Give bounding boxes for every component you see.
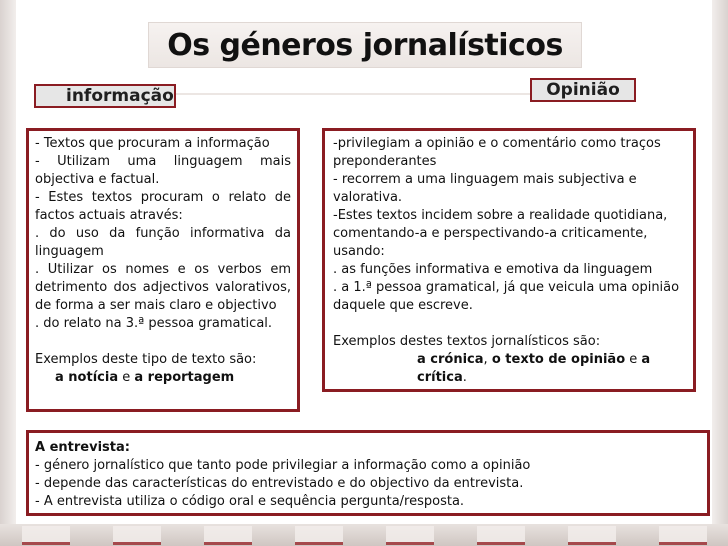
info-examples xyxy=(35,369,291,387)
info-line-1: - Textos que procuram a informação xyxy=(35,136,270,151)
entrevista-heading: A entrevista: xyxy=(35,440,130,455)
newspaper-decoration xyxy=(295,526,343,545)
page-title: Os géneros jornalísticos xyxy=(167,27,563,63)
tag-opiniao: Opinião xyxy=(530,78,636,102)
opiniao-box xyxy=(322,128,696,392)
newspaper-decoration xyxy=(386,526,434,545)
example-reportagem: a reportagem xyxy=(134,370,235,385)
entrevista-box xyxy=(26,430,710,516)
left-decorative-edge xyxy=(0,0,16,546)
newspaper-decoration xyxy=(659,526,707,545)
example-cronica: a crónica xyxy=(417,352,484,367)
newspaper-decoration xyxy=(22,526,70,545)
title-bar xyxy=(148,22,582,68)
info-line-3: - Estes textos procuram o relato de factos actuais através: xyxy=(35,190,291,223)
info-line-5: . Utilizar os nomes e os verbos em detrimento dos adjectivos valorativos, de forma a ser mais claro e objectivo xyxy=(35,262,291,313)
entrevista-line-1: - género jornalístico que tanto pode privilegiar a informação como a opinião xyxy=(35,458,531,473)
opiniao-line-4: . as funções informativa e emotiva da linguagem xyxy=(333,262,653,277)
newspaper-decoration-strip xyxy=(0,524,728,546)
info-connector: e xyxy=(122,370,131,385)
opiniao-examples xyxy=(333,351,687,387)
info-line-4: . do uso da função informativa da linguagem xyxy=(35,226,291,259)
entrevista-line-3: - A entrevista utiliza o código oral e sequência pergunta/resposta. xyxy=(35,494,465,509)
newspaper-decoration xyxy=(568,526,616,545)
example-noticia: a notícia xyxy=(55,370,119,385)
opiniao-comma: , xyxy=(483,352,488,367)
opiniao-period: . xyxy=(462,370,467,385)
opiniao-line-5: . a 1.ª pessoa gramatical, já que veicula uma opinião daquele que escreve. xyxy=(333,280,680,313)
informacao-box xyxy=(26,128,300,412)
header-divider xyxy=(176,93,530,95)
right-decorative-edge xyxy=(712,0,728,546)
example-critica: a crítica xyxy=(417,352,651,385)
tag-informacao: informação xyxy=(34,84,176,108)
opiniao-examples-intro: Exemplos destes textos jornalísticos são: xyxy=(333,334,601,349)
example-texto-opiniao: o texto de opinião xyxy=(491,352,626,367)
opiniao-line-3: -Estes textos incidem sobre a realidade quotidiana, comentando-a e perspectivando-a criticamente, usando: xyxy=(333,208,668,259)
info-examples-intro: Exemplos deste tipo de texto são: xyxy=(35,352,257,367)
entrevista-line-2: - depende das características do entrevistado e do objectivo da entrevista. xyxy=(35,476,524,491)
newspaper-decoration xyxy=(113,526,161,545)
info-line-2: - Utilizam uma linguagem mais objectiva e factual. xyxy=(35,154,291,187)
opiniao-line-1: -privilegiam a opinião e o comentário como traços preponderantes xyxy=(333,136,661,169)
opiniao-connector: e xyxy=(629,352,638,367)
info-line-6: . do relato na 3.ª pessoa gramatical. xyxy=(35,316,273,331)
newspaper-decoration xyxy=(477,526,525,545)
opiniao-line-2: - recorrem a uma linguagem mais subjectiva e valorativa. xyxy=(333,172,637,205)
newspaper-decoration xyxy=(204,526,252,545)
